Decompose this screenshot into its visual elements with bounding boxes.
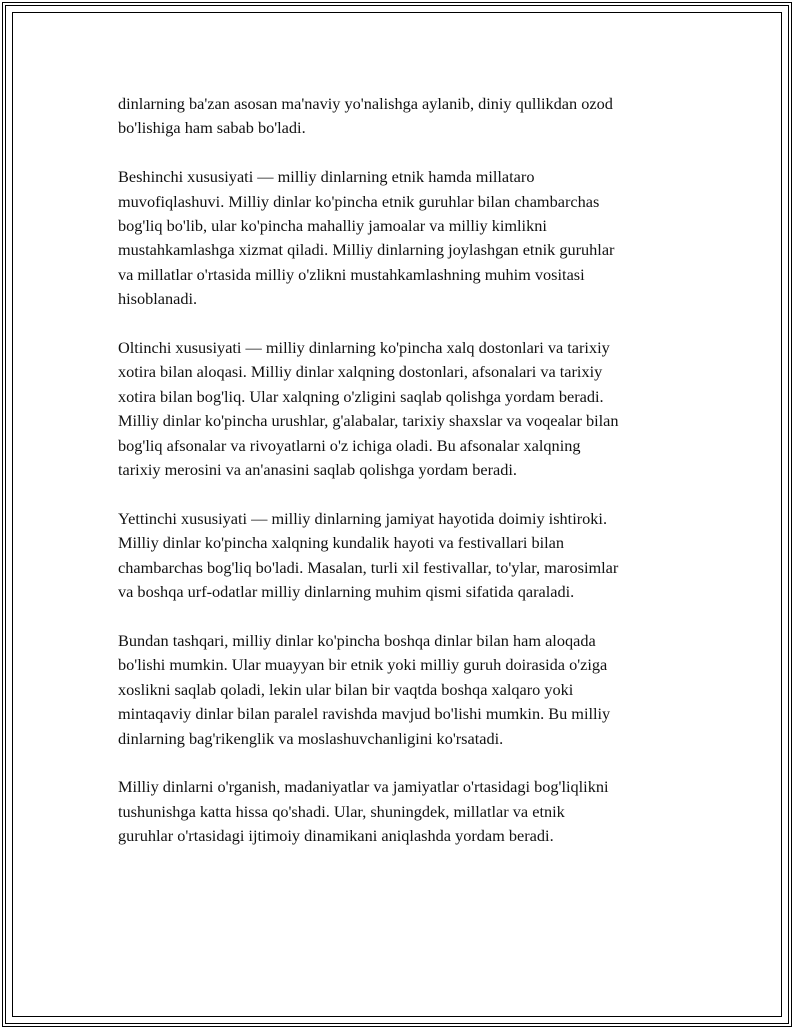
paragraph-5	[118, 629, 688, 751]
text-line: Yettinchi xususiyati — milliy dinlarning jamiyat hayotida doimiy ishtiroki.	[118, 508, 608, 528]
text-line: dinlarning bag'rikenglik va moslashuvchanligini ko'rsatadi.	[118, 728, 504, 748]
paragraph-6	[118, 775, 688, 848]
text-line: tarixiy merosini va an'anasini saqlab qolishga yordam beradi.	[118, 460, 518, 480]
text-line: Oltinchi xususiyati — milliy dinlarning ko'pincha xalq dostonlari va tarixiy	[118, 338, 610, 358]
text-line: tushunishga katta hissa qo'shadi. Ular, shuningdek, millatlar va etnik	[118, 801, 565, 821]
text-line: Milliy dinlar ko'pincha xalqning kundalik hayoti va festivallari bilan	[118, 533, 565, 553]
text-line: dinlarning ba'zan asosan ma'naviy yo'nalishga aylanib, diniy qullikdan ozod	[118, 94, 613, 113]
text-line: Milliy dinlarni o'rganish, madaniyatlar va jamiyatlar o'rtasidagi bog'liqlikni	[118, 777, 609, 797]
paragraph-4	[118, 507, 688, 605]
text-line: muvofiqlashuvi. Milliy dinlar ko'pincha etnik guruhlar bilan chambarchas	[118, 191, 600, 211]
document-body	[118, 92, 688, 873]
text-line: xoslikni saqlab qoladi, lekin ular bilan bir vaqtda boshqa xalqaro yoki	[118, 679, 574, 699]
text-line: Beshinchi xususiyati — milliy dinlarning etnik hamda millataro	[118, 167, 535, 187]
text-line: va boshqa urf-odatlar milliy dinlarning muhim qismi sifatida qaraladi.	[118, 582, 575, 602]
text-line: Bundan tashqari, milliy dinlar ko'pincha boshqa dinlar bilan ham aloqada	[118, 630, 596, 650]
text-line: mustahkamlashga xizmat qiladi. Milliy dinlarning joylashgan etnik guruhlar	[118, 240, 615, 260]
paragraph-2	[118, 165, 688, 311]
text-line: mintaqaviy dinlar bilan paralel ravishda mavjud bo'lishi mumkin. Bu milliy	[118, 704, 611, 724]
text-line: xotira bilan bog'liq. Ular xalqning o'zligini saqlab qolishga yordam beradi.	[118, 386, 604, 406]
text-line: Milliy dinlar ko'pincha urushlar, g'alabalar, tarixiy shaxslar va voqealar bilan	[118, 411, 619, 431]
text-line: hisoblanadi.	[118, 289, 198, 309]
text-line: guruhlar o'rtasidagi ijtimoiy dinamikani aniqlashda yordam beradi.	[118, 826, 554, 846]
paragraph-3	[118, 336, 688, 482]
text-line: chambarchas bog'liq bo'ladi. Masalan, turli xil festivallar, to'ylar, marosimlar	[118, 557, 619, 577]
text-line: bo'lishi mumkin. Ular muayyan bir etnik yoki milliy guruh doirasida o'ziga	[118, 655, 608, 675]
paragraph-1	[118, 92, 688, 141]
text-line: bog'liq bo'lib, ular ko'pincha mahalliy jamoalar va milliy kimlikni	[118, 216, 547, 236]
text-line: bo'lishiga ham sabab bo'ladi.	[118, 118, 306, 138]
text-line: xotira bilan aloqasi. Milliy dinlar xalqning dostonlari, afsonalari va tarixiy	[118, 362, 603, 382]
text-line: bog'liq afsonalar va rivoyatlarni o'z ichiga oladi. Bu afsonalar xalqning	[118, 435, 581, 455]
text-line: va millatlar o'rtasida milliy o'zlikni mustahkamlashning muhim vositasi	[118, 264, 585, 284]
